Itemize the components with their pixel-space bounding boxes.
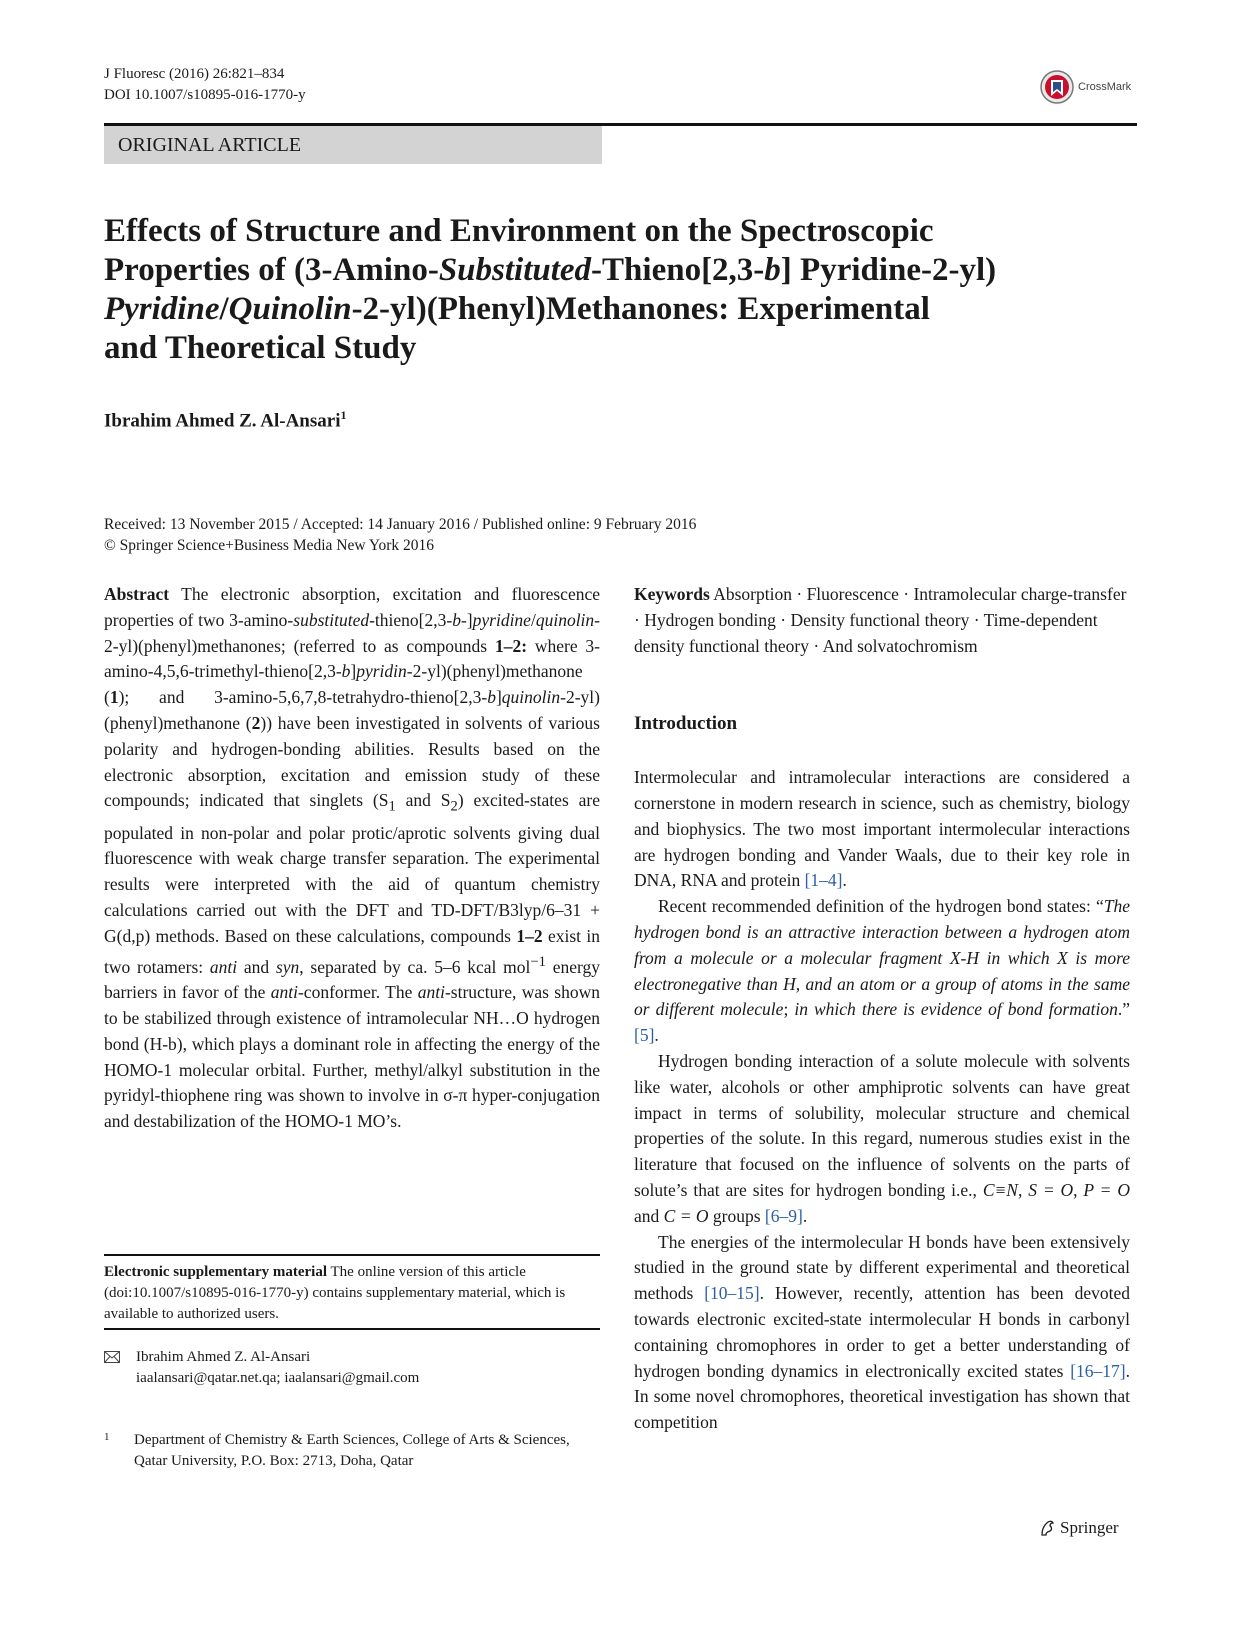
publisher-logo [1038,1518,1119,1538]
keywords: Keywords Absorption · Fluorescence · Intramolecular charge-transfer · Hydrogen bonding · Density functional theory · Time-dependent density functional theory · And solvatochromism [634,584,1127,656]
crossmark-label: CrossMark [1078,81,1132,93]
doi[interactable]: DOI 10.1007/s10895-016-1770-y [104,87,306,103]
contact-name: Ibrahim Ahmed Z. Al-Ansari [136,1349,311,1365]
intro-paragraph-2: Recent recommended definition of the hydrogen bond states: “The hydrogen bond is an attractive interaction between a hydrogen atom from a molecule or a molecular fragment X-H in which X is more electronegative than H, and an atom or a group of atoms in the same or different molecule; in which there is evidence of bond formation.” [5]. [634,896,1130,1046]
intro-paragraph-3: Hydrogen bonding interaction of a solute molecule with solvents like water, alcohols or other amphiprotic solvents can have great impact in terms of solubility, molecular structure and chemical properties of the solute. In this regard, numerous studies exist in the literature that focused on the influence of solvents on the parts of solute’s that are sites for hydrogen bonding i.e., C≡N, S = O, P = O and C = O groups [6–9]. [634,1050,1130,1226]
esm-label: Electronic supplementary material [104,1264,328,1280]
springer-horse-icon [1038,1519,1056,1537]
article-type-band: ORIGINAL ARTICLE [104,126,602,164]
author-affiliation-mark: 1 [340,408,347,422]
citation-link[interactable]: [1–4] [804,870,843,891]
supplementary-note: Electronic supplementary material The online version of this article (doi:10.1007/s10895-016-1770-y) contains supplementary material, which is available to authorized users. [104,1264,566,1322]
citation-link[interactable]: [10–15] [704,1283,760,1304]
right-column [634,582,1130,1436]
esm-rule-bottom [104,1328,600,1330]
publisher-name: Springer [1060,1518,1119,1537]
abstract-label: Abstract [104,584,170,604]
paper-title: Effects of Structure and Environment on the Spectroscopic Properties of (3-Amino-Substituted-Thieno[2,3-b] Pyridine-2-yl) Pyridine/Quinolin-2-yl)(Phenyl)Methanones: Experimental and Theoretical Study [104,213,997,366]
affiliation [104,1430,600,1472]
intro-paragraph-4: The energies of the intermolecular H bonds have been extensively studied in the ground state by different experimental and theoretical methods [10–15]. However, recently, attention has been devoted towards electronic excited-state intermolecular H bonds in carbonyl containing chromophores in order to get a better understanding of hydrogen bonding dynamics in electronically excited states [16–17]. In some novel chromophores, theoretical investigation has shown that competition [634,1231,1130,1433]
intro-paragraph-1: Intermolecular and intramolecular interactions are considered a cornerstone in modern research in science, such as chemistry, biology and biophysics. The two most important intermolecular interactions are hydrogen bonding and Vander Waals, due to their key role in DNA, RNA and protein [1–4]. [634,767,1130,891]
citation-link[interactable]: [5] [634,1025,655,1046]
crossmark-badge[interactable] [1040,70,1150,106]
contact-emails[interactable]: iaalansari@qatar.net.qa; iaalansari@gmail.com [136,1370,420,1386]
copyright: © Springer Science+Business Media New York 2016 [104,537,435,554]
keywords-label: Keywords [634,584,710,604]
author-name: Ibrahim Ahmed Z. Al-Ansari$^1$ [104,408,347,432]
citation-link[interactable]: [6–9] [764,1205,803,1226]
envelope-icon [104,1351,120,1363]
publication-dates: Received: 13 November 2015 / Accepted: 14 January 2016 / Published online: 9 February 2016 © Springer Science+Business Media New York 2016 [104,516,697,554]
corresponding-author [104,1347,600,1389]
abstract: Abstract The electronic absorption, excitation and fluorescence properties of two 3-amino-substituted-thieno[2,3-b-]pyridine/quinolin-2-yl)(phenyl)methanones; (referred to as compounds 1–2: where 3-amino-4,5,6-trimethyl-thieno[2,3-b]pyridin-2-yl)(phenyl)methanone (1); and 3-amino-5,6,7,8-tetrahydro-thieno[2,3-b]quinolin-2-yl)(phenyl)methanone (2)) have been investigated in solvents of various polarity and hydrogen-bonding abilities. Results based on the electronic absorption, excitation and emission study of these compounds; indicated that singlets ($S_1$ and $S_2$) excited-states are populated in non-polar and polar protic/aprotic solvents giving dual fluorescence with weak charge transfer separation. The experimental results were interpreted with the aid of quantum chemistry calculations carried out with the DFT and TD-DFT/B3lyp/6–31 + G(d,p) methods. Based on these calculations, compounds 1–2 exist in two rotamers: anti and syn, separated by ca. 5–6 kcal mol$^{-1}$ energy barriers in favor of the anti-conformer. The anti-structure, was shown to be stabilized through existence of intramolecular NH…O hydrogen bond (H-b), which plays a dominant role in affecting the energy of the HOMO-1 molecular orbital. Further, methyl/alkyl substitution in the pyridyl-thiophene ring was shown to involve in σ-π hyper-conjugation and destabilization of the HOMO-1 MO’s. [104,584,601,1132]
crossmark-icon [1040,70,1074,104]
journal-citation: J Fluoresc (2016) 26:821–834 [104,66,285,82]
citation-link[interactable]: [16–17] [1070,1360,1126,1381]
affiliation-text: Department of Chemistry & Earth Sciences, College of Arts & Sciences, Qatar University, P.O. Box: 2713, Doha, Qatar [134,1432,570,1469]
affiliation-number: 1 [104,1431,110,1443]
introduction-heading: Introduction [634,713,738,735]
esm-rule-top [104,1254,600,1256]
journal-header [104,64,306,106]
